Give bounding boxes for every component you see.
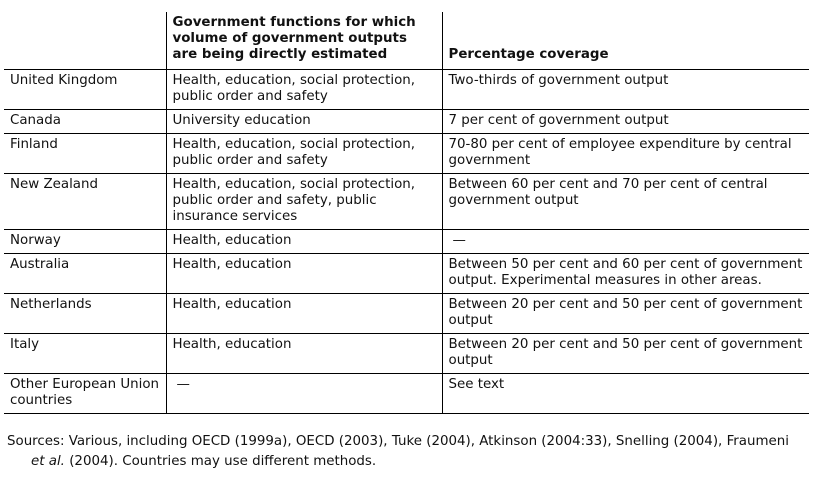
cell-coverage: Between 20 per cent and 50 per cent of government output bbox=[442, 334, 809, 374]
cell-country: New Zealand bbox=[4, 174, 166, 230]
cell-country: Netherlands bbox=[4, 294, 166, 334]
cell-functions: Health, education bbox=[166, 334, 442, 374]
cell-coverage: Between 60 per cent and 70 per cent of central government output bbox=[442, 174, 809, 230]
cell-functions: Health, education, social protection, public order and safety bbox=[166, 70, 442, 110]
footnote-suffix: (2004). Countries may use different methods. bbox=[64, 454, 377, 469]
table-row bbox=[4, 70, 809, 110]
cell-country: Canada bbox=[4, 110, 166, 134]
header-country bbox=[4, 12, 166, 70]
cell-country: Italy bbox=[4, 334, 166, 374]
cell-functions bbox=[166, 374, 442, 414]
cell-functions: University education bbox=[166, 110, 442, 134]
cell-country: Norway bbox=[4, 230, 166, 254]
coverage-table bbox=[4, 12, 809, 414]
cell-coverage: See text bbox=[442, 374, 809, 414]
cell-country: United Kingdom bbox=[4, 70, 166, 110]
cell-country: Finland bbox=[4, 134, 166, 174]
table-row bbox=[4, 374, 809, 414]
cell-functions: Health, education bbox=[166, 254, 442, 294]
cell-country: Other European Union countries bbox=[4, 374, 166, 414]
cell-coverage: Between 50 per cent and 60 per cent of government output. Experimental measures in other areas. bbox=[442, 254, 809, 294]
table-row bbox=[4, 134, 809, 174]
dash-mark: — bbox=[176, 377, 190, 392]
table-row bbox=[4, 110, 809, 134]
sources-footnote bbox=[7, 432, 812, 472]
header-functions: Government functions for which volume of government outputs are being directly estimated bbox=[166, 12, 442, 70]
header-coverage: Percentage coverage bbox=[442, 12, 809, 70]
table-row bbox=[4, 254, 809, 294]
cell-functions: Health, education bbox=[166, 294, 442, 334]
cell-coverage: 70-80 per cent of employee expenditure by central government bbox=[442, 134, 809, 174]
cell-country: Australia bbox=[4, 254, 166, 294]
footnote-prefix: Sources: Various, including OECD (1999a), OECD (2003), Tuke (2004), Atkinson (2004:33), Snelling (2004), Fraumeni bbox=[7, 434, 789, 449]
table-row bbox=[4, 334, 809, 374]
table-header-row bbox=[4, 12, 809, 70]
cell-functions: Health, education, social protection, public order and safety, public insurance services bbox=[166, 174, 442, 230]
cell-coverage: Between 20 per cent and 50 per cent of government output bbox=[442, 294, 809, 334]
table-row bbox=[4, 230, 809, 254]
table-row bbox=[4, 294, 809, 334]
cell-coverage: Two-thirds of government output bbox=[442, 70, 809, 110]
cell-coverage bbox=[442, 230, 809, 254]
footnote-italic: et al. bbox=[31, 454, 65, 469]
cell-functions: Health, education bbox=[166, 230, 442, 254]
cell-functions: Health, education, social protection, public order and safety bbox=[166, 134, 442, 174]
table-row bbox=[4, 174, 809, 230]
dash-mark: — bbox=[452, 233, 466, 248]
cell-coverage: 7 per cent of government output bbox=[442, 110, 809, 134]
